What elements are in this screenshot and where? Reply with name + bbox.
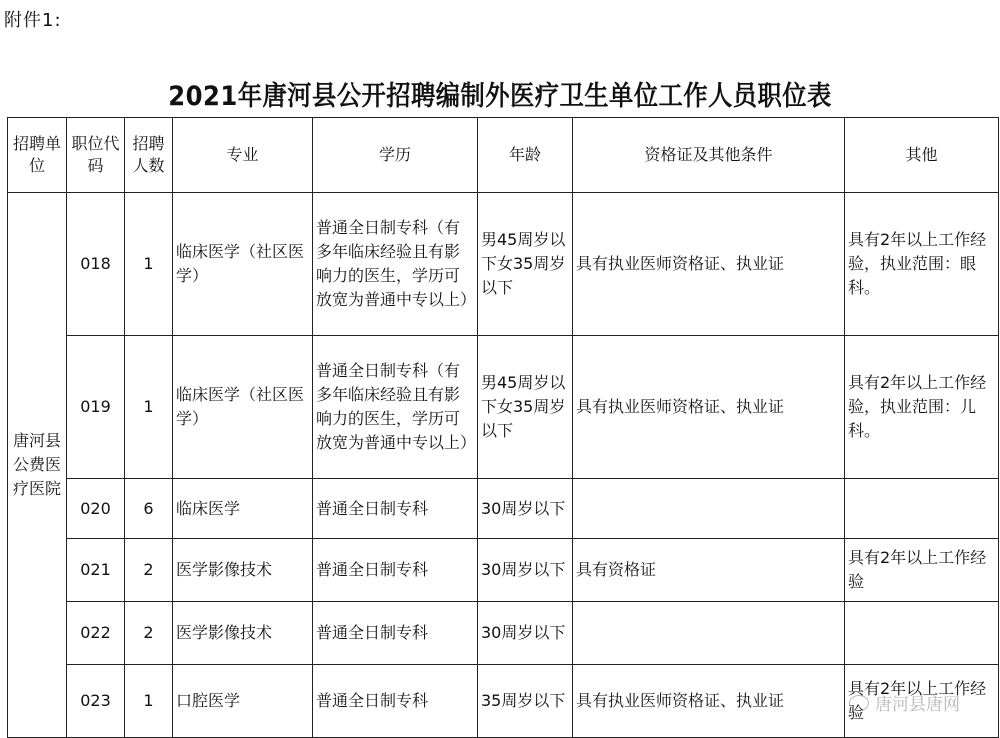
qualification-cell [573,479,845,539]
attachment-label: 附件1: [4,10,62,31]
age-cell: 男45周岁以下女35周岁以下 [478,193,573,336]
major-cell: 医学影像技术 [173,539,313,602]
other-cell [845,602,999,665]
other-cell: 具有2年以上工作经验 [845,665,999,738]
count-cell: 1 [125,336,173,479]
major-cell: 临床医学（社区医学） [173,193,313,336]
age-cell: 35周岁以下 [478,665,573,738]
education-cell: 普通全日制专科 [313,539,478,602]
code-cell: 019 [67,336,125,479]
major-cell: 医学影像技术 [173,602,313,665]
education-cell: 普通全日制专科 [313,665,478,738]
header-unit: 招聘单位 [8,118,67,193]
table-row [8,193,999,336]
count-cell: 2 [125,602,173,665]
header-count: 招聘人数 [125,118,173,193]
code-cell: 021 [67,539,125,602]
positions-table [7,117,999,738]
header-other: 其他 [845,118,999,193]
page-title: 2021年唐河县公开招聘编制外医疗卫生单位工作人员职位表 [168,81,832,112]
qualification-cell: 具有执业医师资格证、执业证 [573,193,845,336]
table-header-row [8,118,999,193]
code-cell: 022 [67,602,125,665]
age-cell: 30周岁以下 [478,602,573,665]
header-age: 年龄 [478,118,573,193]
watermark-text: 唐河县唐网 [875,695,960,715]
header-code: 职位代码 [67,118,125,193]
header-qualification: 资格证及其他条件 [573,118,845,193]
education-cell: 普通全日制专科 [313,479,478,539]
count-cell: 1 [125,665,173,738]
unit-cell: 唐河县公费医疗医院 [8,193,67,738]
count-cell: 2 [125,539,173,602]
count-cell: 6 [125,479,173,539]
other-cell: 具有2年以上工作经验 [845,539,999,602]
education-cell: 普通全日制专科（有多年临床经验且有影响力的医生，学历可放宽为普通中专以上） [313,193,478,336]
education-cell: 普通全日制专科 [313,602,478,665]
major-cell: 临床医学 [173,479,313,539]
table-row [8,336,999,479]
other-cell: 具有2年以上工作经验，执业范围：眼科。 [845,193,999,336]
age-cell: 男45周岁以下女35周岁以下 [478,336,573,479]
header-major: 专业 [173,118,313,193]
major-cell: 口腔医学 [173,665,313,738]
code-cell: 018 [67,193,125,336]
table-row [8,539,999,602]
other-cell [845,479,999,539]
other-cell: 具有2年以上工作经验，执业范围：儿科。 [845,336,999,479]
table-row [8,479,999,539]
table-row [8,602,999,665]
education-cell: 普通全日制专科（有多年临床经验且有影响力的医生，学历可放宽为普通中专以上） [313,336,478,479]
qualification-cell: 具有执业医师资格证、执业证 [573,336,845,479]
qualification-cell: 具有资格证 [573,539,845,602]
age-cell: 30周岁以下 [478,479,573,539]
major-cell: 临床医学（社区医学） [173,336,313,479]
table-row [8,665,999,738]
qualification-cell [573,602,845,665]
qualification-cell: 具有执业医师资格证、执业证 [573,665,845,738]
count-cell: 1 [125,193,173,336]
code-cell: 020 [67,479,125,539]
header-education: 学历 [313,118,478,193]
code-cell: 023 [67,665,125,738]
age-cell: 30周岁以下 [478,539,573,602]
